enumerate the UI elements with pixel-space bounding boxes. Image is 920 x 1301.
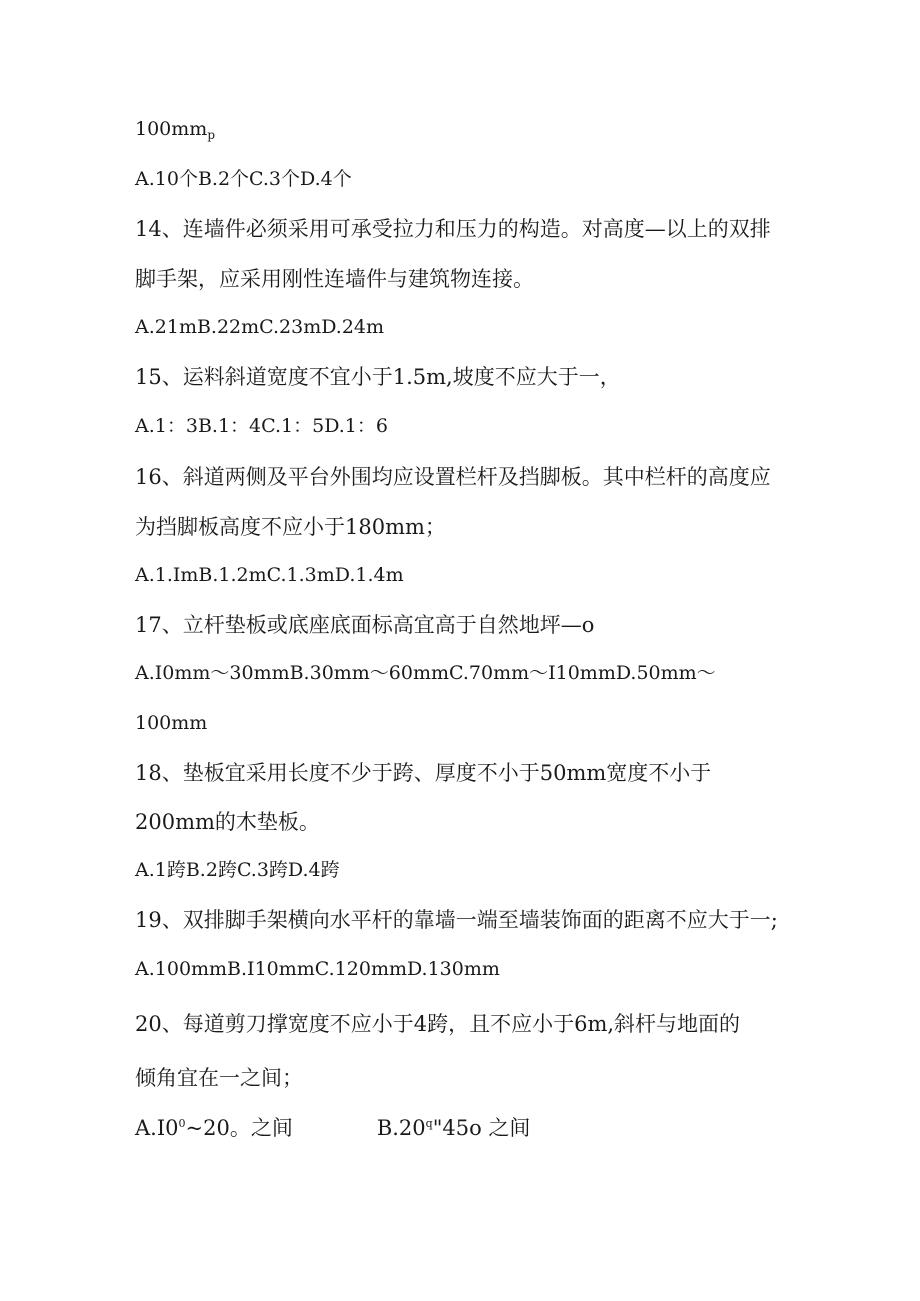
- question-20-line-1: 20、每道剪刀撑宽度不应小于4跨，且不应小于6m,斜杆与地面的: [135, 1012, 741, 1036]
- text-superscript: 0: [178, 1117, 186, 1130]
- text-fragment: 100mm: [135, 118, 208, 140]
- options-q14: A.21mB.22mC.23mD.24m: [135, 316, 385, 338]
- question-16-line-1: 16、斜道两侧及平台外围均应设置栏杆及挡脚板。其中栏杆的高度应: [135, 465, 771, 489]
- options-q13: A.10个B.2个C.3个D.4个: [135, 168, 352, 190]
- question-19: 19、双排脚手架横向水平杆的靠墙一端至墙装饰面的距离不应大于一;: [135, 908, 778, 932]
- option-line-continuation: [135, 120, 215, 141]
- text-superscript: q: [425, 1117, 433, 1130]
- options-q15: A.1：3B.1：4C.1：5D.1：6: [135, 415, 388, 437]
- text-fragment: B.20: [376, 1116, 426, 1140]
- question-18-line-2: 200mm的木垫板。: [135, 810, 320, 834]
- question-18-line-1: 18、垫板宜采用长度不少于跨、厚度不小于50mm宽度不小于: [135, 761, 712, 785]
- options-q16: A.1.ImB.1.2mC.1.3mD.1.4m: [135, 564, 404, 586]
- question-14-line-2: 脚手架，应采用刚性连墙件与建筑物连接。: [135, 267, 534, 291]
- question-16-line-2: 为挡脚板高度不应小于180mm；: [135, 515, 446, 539]
- text-fragment: "45ο 之间: [432, 1116, 531, 1140]
- question-17: 17、立杆垫板或底座底面标高宜高于自然地坪—o: [135, 613, 595, 637]
- question-15: 15、运料斜道宽度不宜小于1.5m,坡度不应大于一，: [135, 365, 621, 389]
- text-subscript: p: [207, 128, 215, 142]
- options-q18: A.1跨B.2跨C.3跨D.4跨: [135, 859, 340, 881]
- text-fragment: A.I0: [135, 1116, 179, 1140]
- options-q20: [135, 1118, 530, 1139]
- options-q17-line-1: A.I0mm～30mmB.30mm～60mmC.70mm～I10mmD.50mm～: [135, 662, 716, 684]
- option-b: [377, 1116, 531, 1140]
- options-q19: A.100mmB.I10mmC.120mmD.130mm: [135, 958, 500, 980]
- question-20-line-2: 倾角宜在一之间；: [135, 1066, 303, 1090]
- question-14-line-1: 14、连墙件必须采用可承受拉力和压力的构造。对高度—以上的双排: [135, 217, 771, 241]
- options-q17-line-2: 100mm: [135, 712, 208, 734]
- text-fragment: ~20。之间: [185, 1116, 293, 1140]
- option-a: [135, 1116, 293, 1140]
